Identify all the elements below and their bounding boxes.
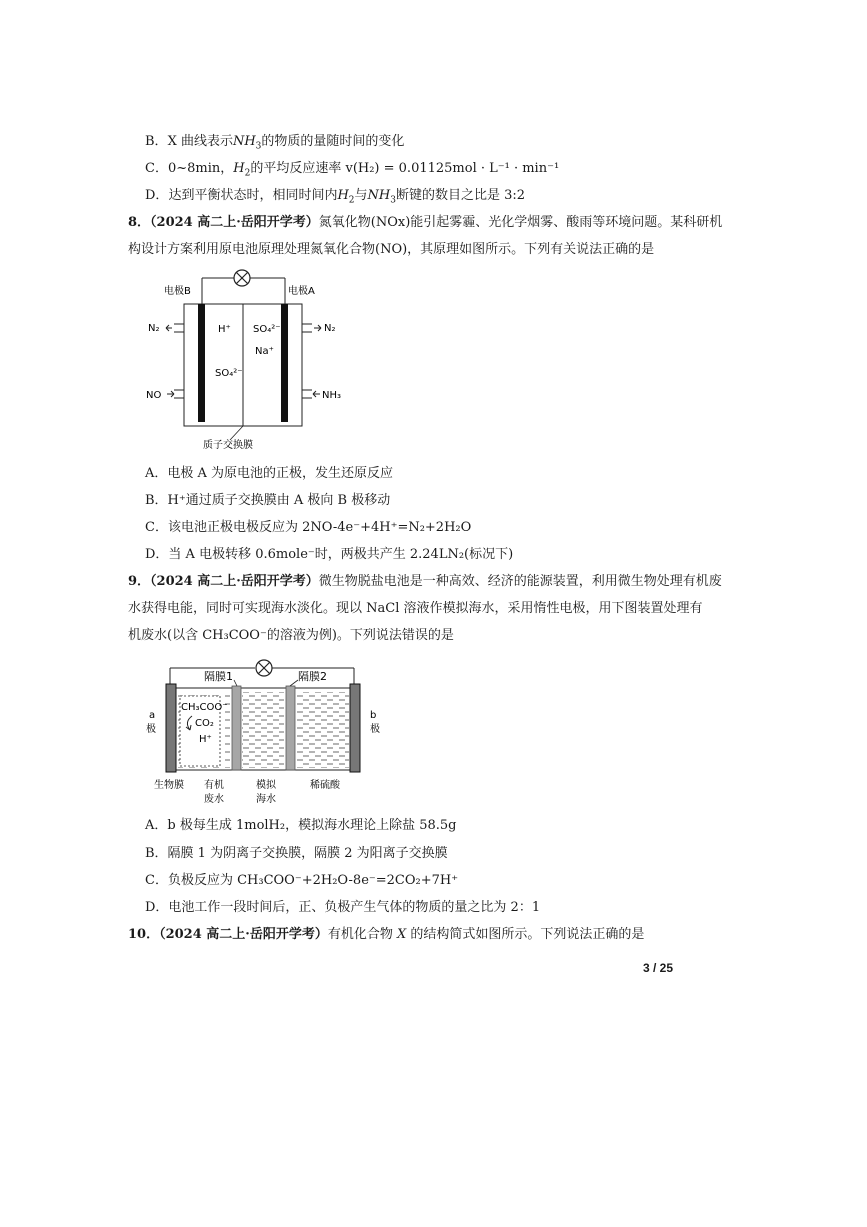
- label-electrode-a: 电极A: [288, 286, 315, 297]
- page-number: 3 / 25: [643, 961, 674, 975]
- q9-option-d: D．电池工作一段时间后，正、负极产生气体的物质的量之比为 2：1: [145, 900, 541, 915]
- q7-option-d: D．达到平衡状态时，相同时间内$H_2$与$NH_3$断键的数目之比是 3:2: [145, 188, 526, 206]
- q8-option-d: D．当 A 电极转移 0.6mole⁻时，两极共产生 2.24LN₂(标况下): [145, 547, 514, 562]
- q9-desalination-diagram: [140, 652, 400, 812]
- label-nh3: NH₃: [322, 390, 342, 401]
- label-co2: CO₂: [195, 718, 214, 729]
- label-membrane: 质子交换膜: [203, 440, 253, 451]
- label-so4-right: SO₄²⁻: [253, 324, 281, 335]
- membrane-1: [232, 686, 241, 770]
- label-so4-left: SO₄²⁻: [215, 368, 243, 379]
- label-na-plus: Na⁺: [255, 346, 274, 357]
- electrode-a: [281, 304, 288, 422]
- q8-option-c: C．该电池正极电极反应为 2NO-4e⁻+4H⁺=N₂+2H₂O: [145, 520, 472, 535]
- q7-option-c: C．0~8min，$H_2$的平均反应速率 v(H₂) = 0.01125mol · L⁻¹ · min⁻¹: [145, 161, 560, 179]
- label-b-ji: 极: [370, 724, 380, 735]
- q8-cell-diagram: [140, 264, 350, 454]
- label-n2-right: N₂: [324, 323, 336, 334]
- q8-stem-line1: 8．（2024 高二上·岳阳开学考）氮氧化物(NOx)能引起雾霾、光化学烟雾、酸雨等环境问题。某科研机: [128, 215, 723, 230]
- label-ch3coo: CH₃COO⁻: [181, 702, 228, 713]
- label-h-plus: H⁺: [218, 324, 231, 335]
- label-a-ji: 极: [146, 724, 156, 735]
- q8-option-a: A．电极 A 为原电池的正极，发生还原反应: [145, 466, 394, 481]
- label-electrode-b: 电极B: [164, 286, 191, 297]
- q7-option-b: B．X 曲线表示$NH_3$的物质的量随时间的变化: [145, 134, 405, 152]
- label-b: b: [370, 710, 377, 721]
- label-n2-left: N₂: [148, 323, 160, 334]
- q9-option-b: B．隔膜 1 为阴离子交换膜，隔膜 2 为阳离子交换膜: [145, 846, 448, 861]
- label-seawater-2: 海水: [256, 794, 276, 805]
- q10-stem: 10．（2024 高二上·岳阳开学考）有机化合物 X 的结构简式如图所示。下列说法正确的是: [128, 927, 645, 942]
- label-organic-2: 废水: [204, 794, 224, 805]
- label-h-plus: H⁺: [199, 734, 212, 745]
- label-organic-1: 有机: [204, 780, 224, 791]
- q8-stem-line2: 构设计方案利用原电池原理处理氮氧化合物(NO)，其原理如图所示。下列有关说法正确的是: [128, 242, 655, 257]
- q9-option-a: A．b 极每生成 1molH₂，模拟海水理论上除盐 58.5g: [145, 818, 457, 833]
- label-membrane2: 隔膜2: [298, 670, 327, 683]
- label-acid: 稀硫酸: [310, 780, 340, 791]
- label-biofilm: 生物膜: [154, 780, 184, 791]
- label-seawater-1: 模拟: [256, 780, 276, 791]
- q9-option-c: C．负极反应为 CH₃COO⁻+2H₂O-8e⁻=2CO₂+7H⁺: [145, 873, 459, 888]
- electrode-b: [350, 684, 360, 772]
- q9-stem-line3: 机废水(以含 CH₃COO⁻的溶液为例)。下列说法错误的是: [128, 628, 454, 643]
- label-no: NO: [146, 390, 162, 401]
- membrane-2: [286, 686, 295, 770]
- q8-option-b: B．H⁺通过质子交换膜由 A 极向 B 极移动: [145, 493, 391, 508]
- electrode-b: [198, 304, 205, 422]
- label-membrane1: 隔膜1: [204, 670, 233, 683]
- q9-stem-line1: 9．（2024 高二上·岳阳开学考）微生物脱盐电池是一种高效、经济的能源装置，利用微生物处理有机废: [128, 574, 722, 589]
- label-a: a: [149, 710, 156, 721]
- q9-stem-line2: 水获得电能，同时可实现海水淡化。现以 NaCl 溶液作模拟海水，采用惰性电极，用下图装置处理有: [128, 601, 703, 616]
- electrode-a: [166, 684, 176, 772]
